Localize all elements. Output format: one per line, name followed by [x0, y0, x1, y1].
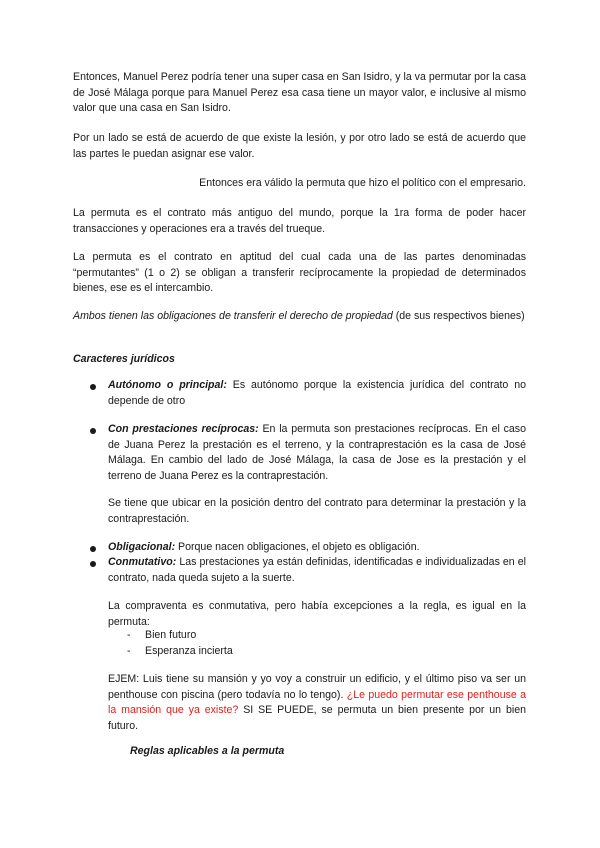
dash-marker: -: [127, 645, 131, 657]
bullet-icon: [90, 384, 96, 390]
ejem-part1: EJEM: Luis tiene su mansión y yo voy a construir un edificio, y el último piso va ser un penthouse con piscina (pero todavía no lo tengo).: [108, 673, 526, 701]
heading-caracteres: Caracteres jurídicos: [73, 353, 175, 365]
obligaciones-italic: Ambos tienen las obligaciones de transferir el derecho de propiedad: [73, 310, 393, 322]
paragraph-ubicar: Se tiene que ubicar en la posición dentro del contrato para determinar la prestación y la contraprestación.: [108, 497, 526, 525]
paragraph-valido: Entonces era válido la permuta que hizo el político con el empresario.: [199, 177, 526, 189]
paragraph-san-isidro: Entonces, Manuel Perez podría tener una super casa en San Isidro, y la va permutar por la casa de José Málaga porque para Manuel Perez esa casa tiene un mayor valor, e inclusive al mismo valor que una casa en San Isidro.: [73, 71, 526, 114]
bullet-icon: [90, 561, 96, 567]
paragraph-antiguo: La permuta es el contrato más antiguo del mundo, porque la 1ra forma de poder hacer transacciones y operaciones era a través del trueque.: [73, 207, 526, 235]
dash-marker: -: [127, 629, 131, 641]
heading-reglas: Reglas aplicables a la permuta: [130, 745, 285, 757]
sub-item-bien-futuro: Bien futuro: [145, 629, 197, 641]
item-text: Las prestaciones ya están definidas, identificadas e individualizadas en el contrato, nada queda sujeto a la suerte.: [108, 556, 526, 584]
item-text: Es autónomo porque la existencia jurídica del contrato no depende de otro: [108, 379, 526, 407]
paragraph-compraventa: La compraventa es conmutativa, pero había excepciones a la regla, es igual en la permuta:: [108, 600, 526, 628]
item-label: Obligacional:: [108, 541, 176, 553]
item-text: En la permuta son prestaciones recíprocas. En el caso de Juana Perez la prestación es el terreno, y la contraprestación es la casa de José Málaga. En cambio del lado de José Málaga, la casa de Jose es la prestación y el terreno de Juana Perez es la contraprestación.: [108, 423, 526, 482]
item-label: Conmutativo:: [108, 556, 177, 568]
obligaciones-rest: (de sus respectivos bienes): [392, 310, 525, 322]
paragraph-ejemplo: [108, 672, 526, 734]
list-item-reciprocas: [108, 422, 526, 484]
item-text: Porque nacen obligaciones, el objeto es obligación.: [175, 541, 420, 553]
item-label: Autónomo o principal:: [108, 379, 227, 391]
bullet-icon: [90, 546, 96, 552]
ejem-part2: SI SE PUEDE, se permuta un bien presente por un bien futuro.: [108, 704, 526, 732]
list-item-obligacional: [108, 540, 526, 556]
paragraph-obligaciones: [73, 309, 526, 325]
paragraph-definicion: La permuta es el contrato en aptitud del cual cada una de las partes denominadas “permutantes” (1 o 2) se obligan a transferir recíprocamente la propiedad de determinados bienes, ese es el intercambio.: [73, 251, 526, 294]
ejem-question: ¿Le puedo permutar ese penthouse a la mansión que ya existe?: [108, 688, 527, 716]
paragraph-lesion: Por un lado se está de acuerdo de que existe la lesión, y por otro lado se está de acuerdo que las partes le puedan asignar ese valor.: [73, 132, 526, 160]
list-item-autonomo: [108, 378, 526, 409]
bullet-icon: [90, 428, 96, 434]
item-label: Con prestaciones recíprocas:: [108, 423, 259, 435]
list-item-conmutativo: [108, 555, 526, 586]
sub-item-esperanza: Esperanza incierta: [145, 645, 233, 657]
